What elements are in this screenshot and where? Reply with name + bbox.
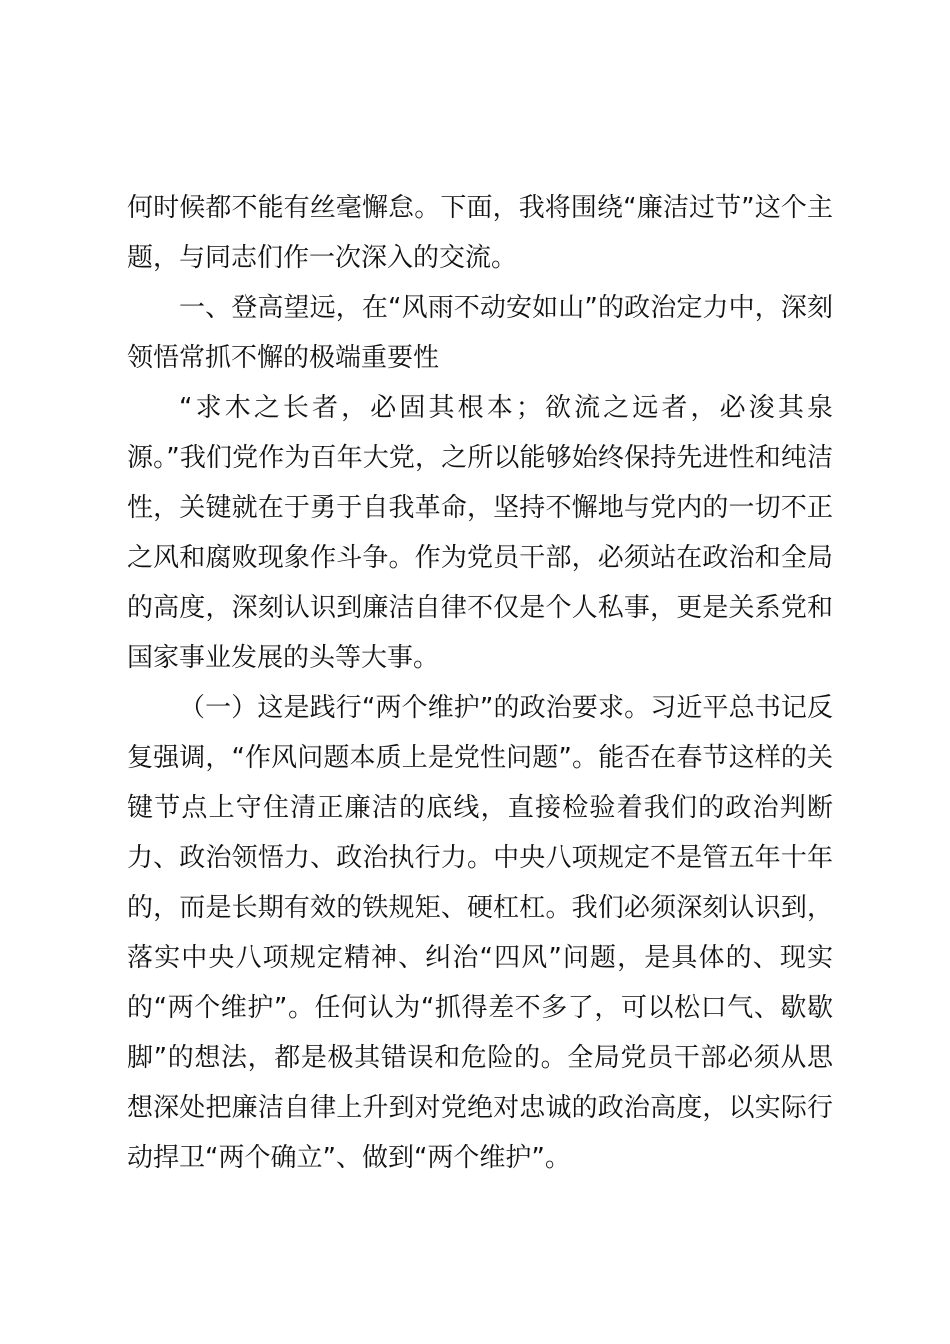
paragraph-continuation: 何时候都不能有丝毫懈怠。下面，我将围绕“廉洁过节”这个主题，与同志们作一次深入的交流。 (127, 193, 833, 273)
paragraph-subsection-one: （一）这是践行“两个维护”的政治要求。习近平总书记反复强调，“作风问题本质上是党性问题”。能否在春节这样的关键节点上守住清正廉洁的底线，直接检验着我们的政治判断力、政治领悟力、政治执行力。中央八项规定不是管五年十年的，而是长期有效的铁规矩、硬杠杠。我们必须深刻认识到，落实中央八项规定精神、纠治“四风”问题，是具体的、现实的“两个维护”。任何认为“抓得差不多了，可以松口气、歇歇脚”的想法，都是极其错误和危险的。全局党员干部必须从思想深处把廉洁自律上升到对党绝对忠诚的政治高度，以实际行动捍卫“两个确立”、做到“两个维护”。 (127, 693, 833, 1173)
document-page (127, 183, 833, 1183)
section-heading: 一、登高望远，在“风雨不动安如山”的政治定力中，深刻领悟常抓不懈的极端重要性 (127, 293, 833, 373)
paragraph-body: “求木之长者，必固其根本；欲流之远者，必浚其泉源。”我们党作为百年大党，之所以能够始终保持先进性和纯洁性，关键就在于勇于自我革命，坚持不懈地与党内的一切不正之风和腐败现象作斗争。作为党员干部，必须站在政治和全局的高度，深刻认识到廉洁自律不仅是个人私事，更是关系党和国家事业发展的头等大事。 (127, 393, 833, 673)
